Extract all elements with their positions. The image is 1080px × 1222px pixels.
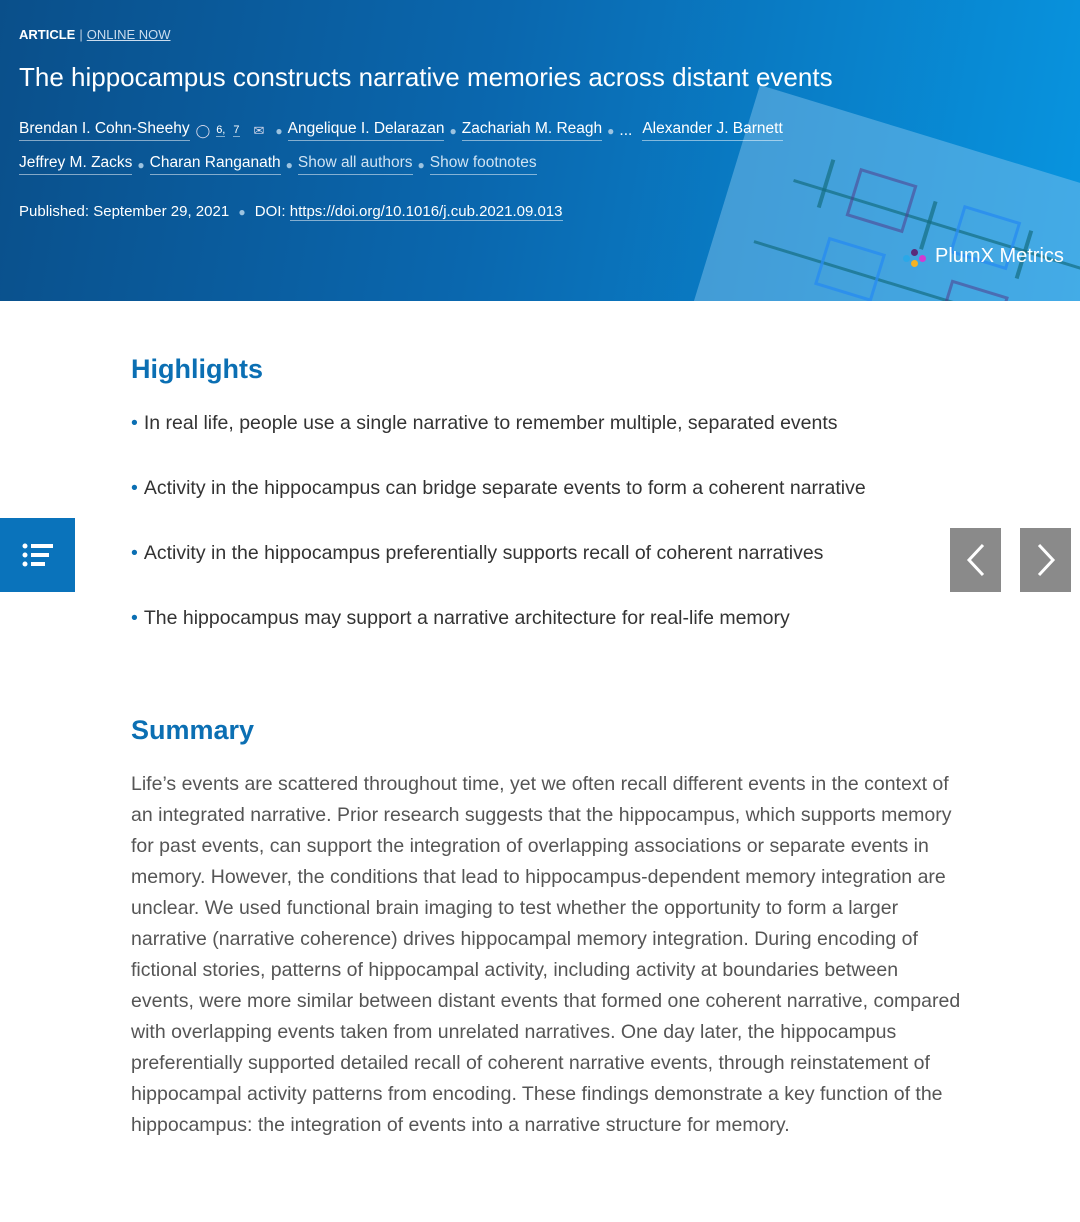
- graphical-abstract-image[interactable]: [664, 85, 1080, 301]
- ellipsis: ...: [619, 121, 633, 139]
- plumx-logo-icon: [903, 247, 929, 267]
- plumx-label: PlumX Metrics: [935, 245, 1064, 267]
- article-title: The hippocampus constructs narrative memories across distant events: [19, 62, 833, 92]
- list-icon: [22, 542, 54, 568]
- published-date: September 29, 2021: [93, 203, 230, 220]
- author-list: Brendan I. Cohn-Sheehy ◯ 6, 7 ✉ ● Angelique I. Delarazan ● Zachariah M. Reagh ● ... Alexander J. Barnett: [19, 120, 783, 141]
- highlight-item: • In real life, people use a single narrative to remember multiple, separated events: [131, 412, 838, 434]
- highlight-item: • Activity in the hippocampus preferentially supports recall of coherent narratives: [131, 542, 824, 564]
- person-icon: ◯: [195, 122, 211, 138]
- summary-heading: Summary: [131, 715, 255, 745]
- plumx-metrics-link[interactable]: [903, 245, 1064, 268]
- highlight-text: In real life, people use a single narrative to remember multiple, separated events: [143, 412, 838, 434]
- previous-button[interactable]: [950, 528, 1001, 592]
- author-link[interactable]: Angelique I. Delarazan: [288, 120, 445, 141]
- highlight-text: Activity in the hippocampus can bridge separate events to form a coherent narrative: [143, 477, 866, 499]
- highlight-text: The hippocampus may support a narrative architecture for real-life memory: [143, 607, 790, 629]
- author-link[interactable]: Zachariah M. Reagh: [462, 120, 602, 141]
- publication-info: Published: September 29, 2021 ● DOI: https://doi.org/10.1016/j.cub.2021.09.013: [19, 203, 563, 220]
- next-button[interactable]: [1020, 528, 1071, 592]
- author-link[interactable]: Charan Ranganath: [150, 154, 281, 175]
- show-footnotes-link[interactable]: Show footnotes: [430, 154, 537, 175]
- doi-label: DOI:: [254, 203, 286, 220]
- article-kicker: ARTICLE | ONLINE NOW: [19, 27, 171, 42]
- doi-link[interactable]: https://doi.org/10.1016/j.cub.2021.09.013: [289, 203, 563, 220]
- summary-text: Life’s events are scattered throughout time, yet we often recall different events in the context of an integrated narrative. Prior research suggests that the hippocampus, which supports memory for past events, can support the integration of overlapping associations or separate events in memory. However, the conditions that lead to hippocampus-dependent memory integration are unclear. We used functional brain imaging to test whether the opportunity to form a larger narrative (narrative coherence) drives hippocampal memory integration. During encoding of fictional stories, patterns of hippocampal activity, including activity at boundaries between events, were more similar between distant events that formed one coherent narrative, compared with overlapping events taken from unrelated narratives. One day later, the hippocampus preferentially supported detailed recall of coherent narrative events, through reinstatement of hippocampal activity patterns from encoding. These findings demonstrate a key function of the hippocampus: the integration of events into a narrative structure for memory.: [131, 773, 961, 1136]
- highlight-text: Activity in the hippocampus preferentially supports recall of coherent narratives: [143, 542, 824, 564]
- highlight-item: • The hippocampus may support a narrative architecture for real-life memory: [131, 607, 790, 629]
- chevron-left-icon: [966, 543, 986, 577]
- email-icon[interactable]: ✉: [253, 122, 265, 138]
- article-type: ARTICLE: [19, 27, 76, 42]
- article-header: [0, 0, 1080, 301]
- highlight-item: • Activity in the hippocampus can bridge separate events to form a coherent narrative: [131, 477, 866, 499]
- published-label: Published:: [19, 203, 90, 220]
- highlights-heading: Highlights: [131, 354, 263, 384]
- author-link[interactable]: Jeffrey M. Zacks: [19, 154, 132, 175]
- show-all-authors-link[interactable]: Show all authors: [298, 154, 413, 175]
- author-list-2: Jeffrey M. Zacks ● Charan Ranganath ● Show all authors ● Show footnotes: [19, 154, 537, 175]
- chevron-right-icon: [1036, 543, 1056, 577]
- table-of-contents-button[interactable]: [0, 518, 75, 592]
- affiliation-link[interactable]: 7: [233, 124, 240, 136]
- online-now-link[interactable]: ONLINE NOW: [86, 27, 171, 42]
- author-link[interactable]: Brendan I. Cohn-Sheehy: [19, 120, 190, 141]
- author-link[interactable]: Alexander J. Barnett: [642, 120, 782, 141]
- affiliation-link[interactable]: 6,: [216, 124, 226, 136]
